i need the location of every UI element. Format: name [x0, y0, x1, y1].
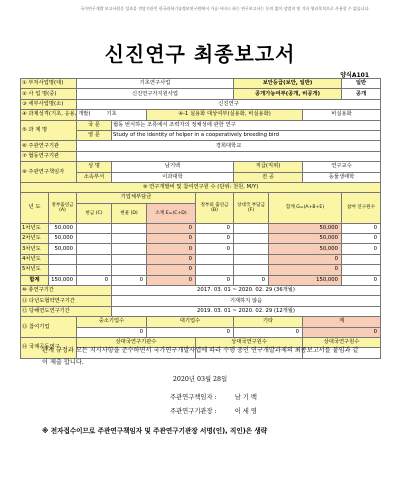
- budget-gov: 50,000: [49, 234, 77, 244]
- budget-total: 50,000: [269, 244, 342, 254]
- submission-date: 2020년 03월 28일: [172, 376, 228, 383]
- row-multiyear-period: [21, 296, 381, 306]
- security-level-value: 일반: [342, 79, 381, 89]
- budget-local: [234, 244, 269, 254]
- row-lead-institution: [21, 141, 381, 151]
- sub-program-value: 신진연구: [77, 99, 381, 109]
- budget-year-row: [21, 265, 381, 275]
- principal-investigator-label: ⑧ 주관연구책임자: [21, 162, 77, 183]
- budget-subtotal: 0: [147, 223, 196, 233]
- pi-major: 동물생태학: [303, 172, 381, 182]
- row-project-title-kor: [21, 120, 381, 130]
- collab-institution-value: [77, 151, 381, 161]
- budget-gov: [49, 254, 77, 264]
- budget-subtotal: 0: [147, 244, 196, 254]
- budget-other-gov: 0: [196, 223, 234, 233]
- budget-cash-header: 현금 (C): [77, 203, 112, 223]
- budget-cash: [77, 234, 112, 244]
- budget-gov: 50,000: [49, 223, 77, 233]
- pi-name: 남기백: [112, 162, 234, 172]
- signer-role: 주관연구기관장 :: [170, 408, 217, 415]
- total-period-label: ⑩ 총연구기간: [21, 286, 112, 296]
- budget-inkind: [112, 244, 147, 254]
- budget-sum-other-gov: 0: [196, 275, 234, 285]
- budget-header-row-1: [21, 193, 381, 203]
- budget-staff: 0: [342, 244, 381, 254]
- budget-total: 50,000: [269, 223, 342, 233]
- korean-tag: 국 문: [77, 120, 112, 130]
- budget-inkind: [112, 234, 147, 244]
- budget-cash: [77, 223, 112, 233]
- budget-sum-gov: 150,000: [49, 275, 77, 285]
- intl-research-label: ⑭ 국제공동연구: [21, 337, 77, 358]
- budget-inkind: [112, 254, 147, 264]
- pi-dept: 이과대학: [112, 172, 234, 182]
- multiyear-period-label: ⑪ 다년도협약연구기간: [21, 296, 112, 306]
- practical-use-label: ④-1 실용화 대상여부(실용화, 비실용화): [147, 110, 303, 120]
- budget-sum-row: [21, 275, 381, 285]
- project-title-label: ⑤ 과 제 명: [21, 120, 77, 141]
- company-total-header: 계: [303, 317, 381, 327]
- intl-researcher-count-header-2: 상대국연구원수: [303, 337, 381, 347]
- sub-program-label: ③ 세부사업명(소): [21, 99, 77, 109]
- budget-gov: 50,000: [49, 244, 77, 254]
- budget-other-gov: [196, 265, 234, 275]
- budget-local: [234, 234, 269, 244]
- budget-corp-header: 기업체부담금: [77, 193, 196, 203]
- budget-local: [234, 223, 269, 233]
- footnote: ※ 전자접수이므로 주관연구책임자 및 주관연구기관장 서명(인), 직인)은 생략: [42, 427, 268, 435]
- row-pi-name: [21, 162, 381, 172]
- budget-other-gov: [196, 254, 234, 264]
- budget-sum-staff: 0: [342, 275, 381, 285]
- budget-sum-cash: 0: [77, 275, 112, 285]
- budget-cash: [77, 265, 112, 275]
- security-level-label: 보안등급(보안, 일반): [234, 79, 342, 89]
- signer-name: 이 세 영: [234, 408, 257, 415]
- budget-local-header: 상대국 부담금 (F): [234, 193, 269, 223]
- sme-count-header: 중소기업수: [77, 317, 147, 327]
- budget-year: 3차년도: [21, 244, 49, 254]
- pi-rank-tag: 직급(직위): [234, 162, 303, 172]
- program-name-value: 신진연구자지원사업: [77, 89, 234, 99]
- budget-other-gov: 0: [196, 244, 234, 254]
- pi-name-tag: 성 명: [77, 162, 112, 172]
- ministry-program-label: ① 부처사업명(대): [21, 79, 77, 89]
- signer-role: 주관연구책임자 :: [170, 394, 217, 401]
- budget-staff: [342, 254, 381, 264]
- multiyear-period-value: 기재하지 않음: [112, 296, 381, 306]
- program-name-label: ② 사 업 명(중): [21, 89, 77, 99]
- budget-sum-local: 0: [234, 275, 269, 285]
- budget-cash: [77, 244, 112, 254]
- public-availability-label: 공개가능여부(공개, 비공개): [234, 89, 342, 99]
- budget-year: 2차년도: [21, 234, 49, 244]
- pi-dept-tag: 소속부서: [77, 172, 112, 182]
- budget-year: 4차년도: [21, 254, 49, 264]
- budget-local: [234, 265, 269, 275]
- row-current-period: [21, 306, 381, 316]
- budget-sum-inkind: 0: [112, 275, 147, 285]
- english-tag: 영 문: [77, 130, 112, 140]
- budget-subtotal: 0: [147, 234, 196, 244]
- signer-row: [170, 392, 257, 401]
- row-budget-title: [21, 182, 381, 192]
- company-total: 0: [303, 327, 381, 337]
- budget-total: 0: [269, 254, 342, 264]
- budget-staff: [342, 265, 381, 275]
- intl-institution-count-header: 상대국연구기관수: [77, 337, 196, 347]
- row-participants-head: [21, 317, 381, 327]
- public-availability-value: 공개: [342, 89, 381, 99]
- project-type-value: 기초: [77, 110, 147, 120]
- lead-institution-value: 경희대학교: [77, 141, 381, 151]
- budget-other-gov: 0: [196, 234, 234, 244]
- budget-inkind-header: 현물 (D): [112, 203, 147, 223]
- budget-sum-label: 합계: [21, 275, 49, 285]
- budget-cash: [77, 254, 112, 264]
- budget-sum-total: 150,000: [269, 275, 342, 285]
- budget-inkind: [112, 223, 147, 233]
- korean-title: 협동 번식하는 조류에서 조력자의 정체성에 관한 연구: [112, 120, 381, 130]
- budget-year-row: [21, 234, 381, 244]
- budget-subtotal: 0: [147, 265, 196, 275]
- budget-year-header: 년 도: [21, 193, 49, 223]
- budget-staff-header: 참여 연구원수: [342, 193, 381, 223]
- budget-gov: [49, 265, 77, 275]
- budget-total-header: 합계 G=(A+B+E): [269, 193, 342, 223]
- collab-institution-label: ⑦ 협동연구기관: [21, 151, 77, 161]
- budget-sum-subtotal: 0: [147, 275, 196, 285]
- row-program-name: [21, 89, 381, 99]
- lead-institution-label: ⑥ 주관연구기관: [21, 141, 77, 151]
- participants-label: ⑬ 참여기업: [21, 317, 77, 338]
- copyright-notice: 국가연구개발 보고서원문 성과물 전담기관인 한국과학기술정보연구원에서 가공·서비스 하는 연구보고서는 동의 없이 상업적 및 기타 영리목적으로 사용할 수 없습니다.: [80, 6, 370, 11]
- signer-name: 남 기 백: [234, 394, 257, 401]
- project-type-label: ④ 과제성격(기초, 응용, 개발): [21, 110, 77, 120]
- budget-staff: 0: [342, 223, 381, 233]
- budget-inkind: [112, 265, 147, 275]
- signer-row: [170, 406, 257, 415]
- intl-researcher-count-header: 상대국연구원수: [196, 337, 303, 347]
- sme-count: 0: [77, 327, 147, 337]
- current-period-value: 2019. 03. 01 ~ 2020. 02. 29 (12개월): [112, 306, 381, 316]
- budget-year-row: [21, 244, 381, 254]
- page-title: 신진연구 최종보고서: [104, 42, 296, 66]
- budget-total: 0: [269, 265, 342, 275]
- budget-year-row: [21, 254, 381, 264]
- submission-statement: 관계 규정과 모든 지시사항을 준수하면서 국가연구개발사업에 따라 수행 중인 연구개발과제의 최종보고서를 붙임과 같이 제출 합니다.: [42, 347, 359, 366]
- report-form-table: [20, 78, 381, 359]
- budget-total: 50,000: [269, 234, 342, 244]
- pi-major-tag: 전 공: [234, 172, 303, 182]
- form-number: 양식A101: [340, 72, 369, 79]
- ministry-program-value: 기초연구사업: [77, 79, 234, 89]
- budget-year: 5차년도: [21, 265, 49, 275]
- practical-use-value: 비실용화: [303, 110, 381, 120]
- budget-staff: 0: [342, 234, 381, 244]
- other-company-count: 0: [234, 327, 303, 337]
- budget-year: 1차년도: [21, 223, 49, 233]
- budget-section-title: ⑨ 연구개발비 및 참여연구원 수 (단위: 천원, M/Y): [21, 182, 381, 192]
- current-period-label: ⑫ 당해연도연구기간: [21, 306, 112, 316]
- other-company-header: 기타: [234, 317, 303, 327]
- row-project-type: [21, 110, 381, 120]
- row-collab-institution: [21, 151, 381, 161]
- large-company-count: 0: [147, 327, 234, 337]
- budget-year-row: [21, 223, 381, 233]
- budget-other-gov-header: 정부외 출연금 (B): [196, 193, 234, 223]
- budget-subtotal: 0: [147, 254, 196, 264]
- large-company-header: 대기업수: [147, 317, 234, 327]
- row-total-period: [21, 286, 381, 296]
- budget-gov-header: 정부출연금 (A): [49, 193, 77, 223]
- pi-rank: 연구교수: [303, 162, 381, 172]
- row-ministry-program: [21, 79, 381, 89]
- budget-local: [234, 254, 269, 264]
- budget-subtotal-header: 소계 E=(C+D): [147, 203, 196, 223]
- total-period-value: 2017. 03. 01 ~ 2020. 02. 29 (36개월): [112, 286, 381, 296]
- english-title: Study of the identity of helper in a cooperatively breeding bird: [112, 130, 381, 140]
- row-sub-program: [21, 99, 381, 109]
